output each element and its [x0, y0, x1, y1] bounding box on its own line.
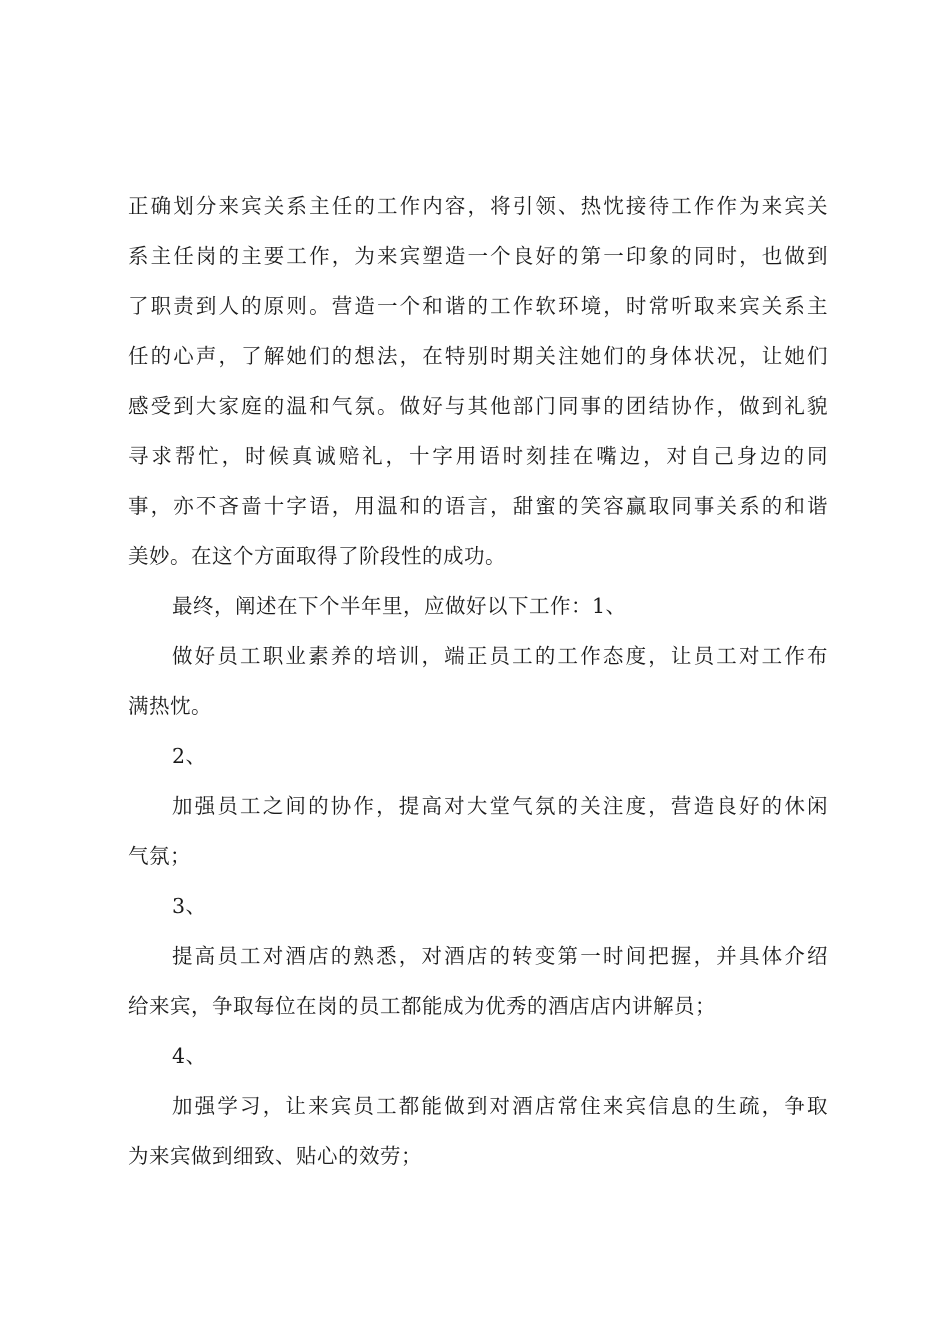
item-2-line: 气氛； [128, 844, 191, 868]
item-2-number: 2、 [172, 744, 207, 768]
item-3-number: 3、 [172, 894, 207, 918]
item-2-line: 加强员工之间的协作，提高对大堂气氛的关注度，营造良好的休闲 [172, 794, 828, 818]
paragraph-line: 了职责到人的原则。营造一个和谐的工作软环境，时常听取来宾关系主 [128, 294, 828, 318]
intro-line: 最终，阐述在下个半年里，应做好以下工作：1、 [172, 594, 627, 618]
paragraph-line: 感受到大家庭的温和气氛。做好与其他部门同事的团结协作，做到礼貌 [128, 394, 828, 418]
paragraph-line: 任的心声，了解她们的想法，在特别时期关注她们的身体状况，让她们 [128, 344, 828, 368]
item-4-line: 加强学习，让来宾员工都能做到对酒店常住来宾信息的生疏，争取 [172, 1094, 828, 1118]
item-3-line: 给来宾，争取每位在岗的员工都能成为优秀的酒店店内讲解员； [128, 994, 716, 1018]
item-3-line: 提高员工对酒店的熟悉，对酒店的转变第一时间把握，并具体介绍 [172, 944, 828, 968]
item-4-number: 4、 [172, 1044, 207, 1068]
paragraph-line: 系主任岗的主要工作，为来宾塑造一个良好的第一印象的同时，也做到 [128, 244, 828, 268]
item-4-line: 为来宾做到细致、贴心的效劳； [128, 1144, 422, 1168]
paragraph-line: 事，亦不吝啬十字语，用温和的语言，甜蜜的笑容赢取同事关系的和谐 [128, 494, 828, 518]
paragraph-line: 正确划分来宾关系主任的工作内容，将引领、热忱接待工作作为来宾关 [128, 194, 828, 218]
paragraph-line: 寻求帮忙，时候真诚赔礼，十字用语时刻挂在嘴边，对自己身边的同 [128, 444, 828, 468]
item-1-line: 满热忱。 [128, 694, 212, 718]
item-1-line: 做好员工职业素养的培训，端正员工的工作态度，让员工对工作布 [172, 644, 828, 668]
paragraph-line: 美妙。在这个方面取得了阶段性的成功。 [128, 544, 506, 568]
